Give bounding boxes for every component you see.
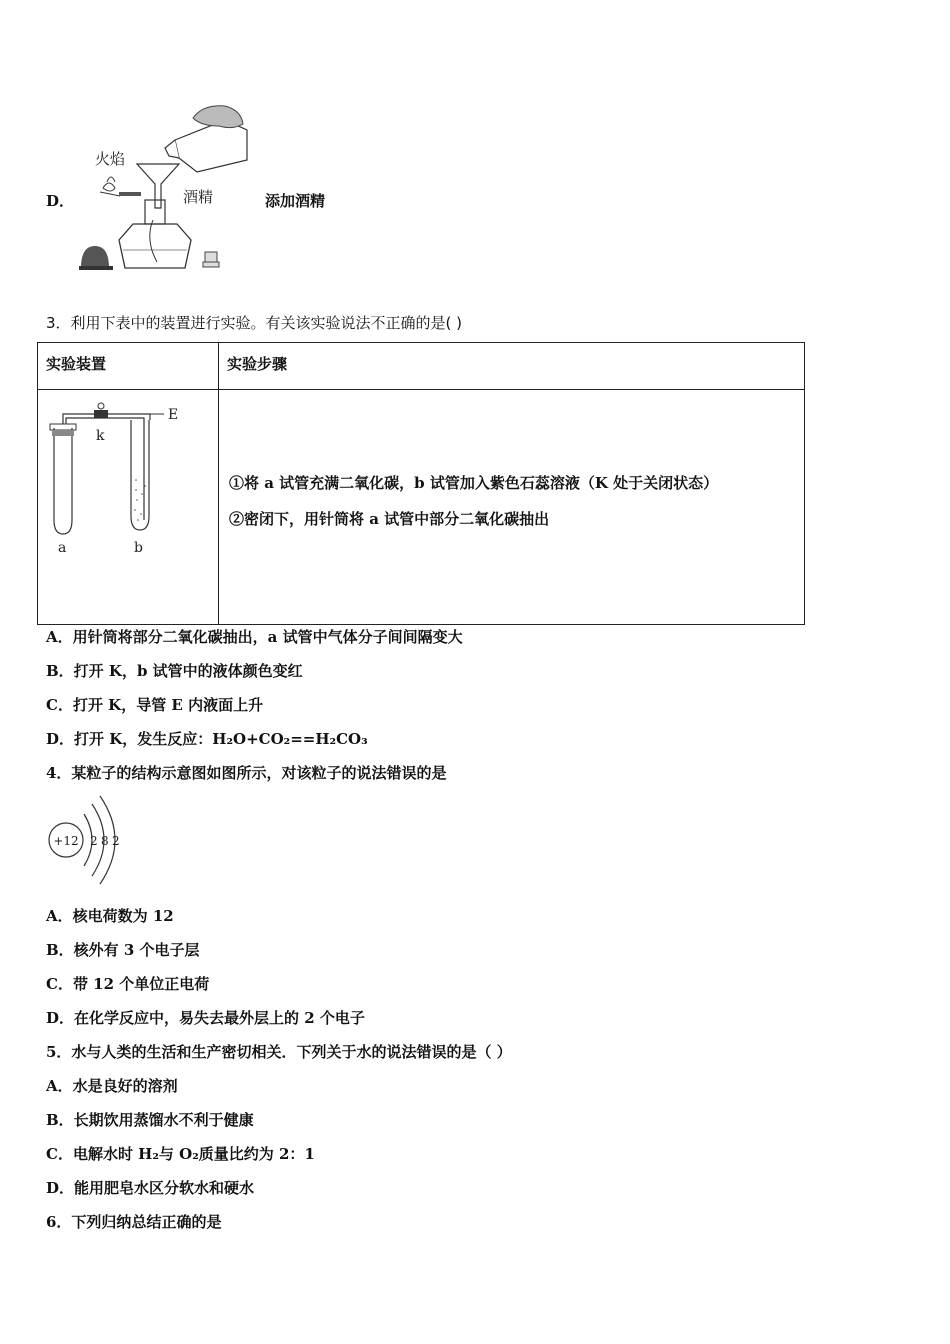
hand-icon [193,106,243,128]
q3-option-d-prefix: D．打开 K，发生反应： [46,730,213,748]
nucleus-charge: +12 [53,834,79,848]
lamp-cap-icon [81,246,109,268]
label-b: b [134,540,143,556]
shell-2-electrons: 8 [101,834,109,848]
q2-option-d-letter: D． [46,192,75,210]
experiment-table [37,342,805,625]
q3-option-a: A．用针筒将部分二氧化碳抽出，a 试管中气体分子间间隔变大 [46,628,463,646]
small-cap-icon [203,252,219,267]
q3-option-d-formula: H₂O+CO₂==H₂CO₃ [212,730,368,748]
label-flame: 火焰 [95,150,126,168]
clip-k-icon [94,410,108,418]
q3-option-d [46,728,368,749]
q3-option-b: B．打开 K，b 试管中的液体颜色变红 [46,662,303,680]
q5-option-c: C．电解水时 H₂与 O₂质量比约为 2：1 [46,1145,315,1163]
q4-option-b: B．核外有 3 个电子层 [46,941,200,959]
q3-stem: 3．利用下表中的装置进行实验。有关该实验说法不正确的是( ) [46,314,463,332]
table-header-steps: 实验步骤 [219,343,805,390]
flame-icon [100,177,120,196]
q5-option-b: B．长期饮用蒸馏水不利于健康 [46,1111,254,1129]
q5-option-d: D．能用肥皂水区分软水和硬水 [46,1179,255,1197]
shell-3-electrons: 2 [112,834,120,848]
atom-structure-diagram [44,792,134,888]
q6-stem: 6．下列归纳总结正确的是 [46,1213,222,1231]
label-alcohol: 酒精 [183,188,214,206]
apparatus-cell [38,390,219,625]
table-header-apparatus: 实验装置 [38,343,219,390]
label-e: E [168,407,179,423]
q5-stem: 5．水与人类的生活和生产密切相关．下列关于水的说法错误的是（ ） [46,1043,512,1061]
label-a: a [58,540,67,556]
q2-option-d-caption: 添加酒精 [265,192,326,210]
steps-cell [219,390,805,625]
q4-stem: 4．某粒子的结构示意图如图所示，对该粒子的说法错误的是 [46,764,447,782]
q4-option-c: C．带 12 个单位正电荷 [46,975,210,993]
alcohol-lamp-illustration [75,100,250,275]
q5-option-a: A．水是良好的溶剂 [46,1077,178,1095]
experiment-step-1: ①将 a 试管充满二氧化碳，b 试管加入紫色石蕊溶液（K 处于关闭状态） [229,474,719,492]
experiment-step-2: ②密闭下，用针筒将 a 试管中部分二氧化碳抽出 [229,510,550,528]
q4-option-d: D．在化学反应中，易失去最外层上的 2 个电子 [46,1009,365,1027]
q3-option-c: C．打开 K，导管 E 内液面上升 [46,696,264,714]
label-k: k [96,428,105,444]
test-tube-apparatus-diagram [38,390,218,620]
q4-option-a: A．核电荷数为 12 [46,907,174,925]
shell-1-electrons: 2 [90,834,98,848]
